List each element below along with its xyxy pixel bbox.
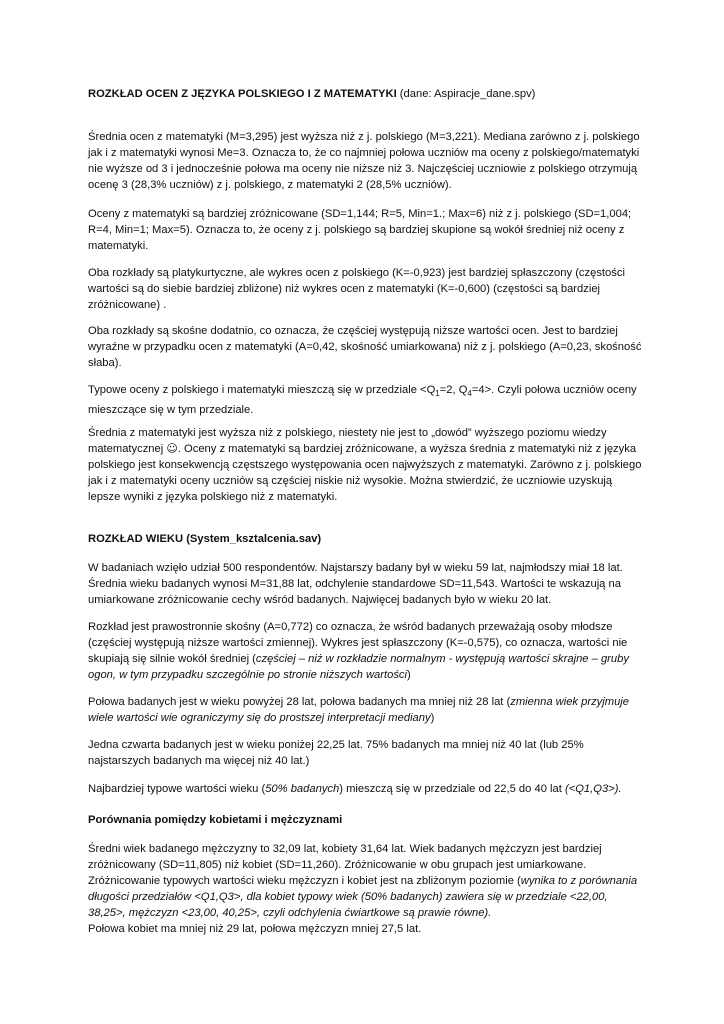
text-fragment: Najbardziej typowe wartości wieku ( bbox=[88, 783, 266, 795]
text-fragment: Połowa badanych jest w wieku powyżej 28 lat, połowa badanych ma mniej niż 28 lat ( bbox=[88, 696, 511, 708]
subscript: 1 bbox=[435, 389, 440, 399]
subscript: 4 bbox=[467, 389, 472, 399]
paragraph-age-skewness bbox=[88, 619, 644, 683]
text-fragment: =2, Q bbox=[439, 384, 468, 396]
italic-fragment: (<Q1,Q3>). bbox=[564, 783, 622, 795]
heading-note: (dane: Aspiracje_dane.spv) bbox=[396, 88, 536, 100]
paragraph-typical-age bbox=[88, 781, 644, 797]
paragraph-quartiles bbox=[88, 382, 644, 418]
text-fragment: =4>. Czyli połowa uczniów oceny mieszczące się w tym przedziale. bbox=[88, 384, 637, 417]
paragraph-kurtosis: Oba rozkłady są platykurtyczne, ale wykres ocen z polskiego (K=-0,923) jest bardziej spłaszczony (częstości wartości są do siebie bardziej zbliżone) niż wykres ocen z matematyki (K=-0,600) (częstości są bardziej zróżnicowane) . bbox=[88, 267, 625, 311]
italic-fragment: zmienna wiek przyjmuje wiele wartości wie ograniczymy się do prostszej interpretacji mediany bbox=[88, 696, 630, 724]
italic-fragment: wynika to z porównania długości przedziałów <Q1,Q3>, dla kobiet typowy wiek (50% badanych) zawiera się w przedziale <22,00, 38,25>, mężczyzn <23,00, 40,25>, czyli odchylenia ćwiartkowe są prawie równe). bbox=[88, 875, 638, 919]
text-fragment: Średnia z matematyki jest wyższa niż z polskiego, niestety nie jest to „dowód” wyższego poziomu wiedzy matematycznej bbox=[88, 427, 607, 455]
paragraph-gender bbox=[88, 841, 644, 937]
text-fragment: Rozkład jest prawostronnie skośny (A=0,772) co oznacza, że wśród badanych przeważają osoby młodsze (częściej występują niższe wartości zmiennej). Wykres jest spłaszczony (K=-0,575), co oznacza, wartości nie skupiają się silnie wokół średniej ( bbox=[88, 621, 628, 665]
paragraph-skewness: Oba rozkłady są skośne dodatnio, co oznacza, że częściej występują niższe wartości ocen. Jest to bardziej wyraźne w przypadku ocen z matematyki (A=0,42, skośność umiarkowana) niż z j. polskiego (A=0,23, skośność słaba). bbox=[88, 325, 642, 369]
text-fragment: . Oceny z matematyki są bardziej zróżnicowane, a wyższa średnia z matematyki niż z języka polskiego jest konsekwencją częstszego występowania ocen najwyższych z matematyki. Zarówno z j. polskiego jak i z matematyki oceny uczniów są częściej niskie niż wysokie. Można stwierdzić, że uczniowie uzyskują lepsze wyniki z języka polskiego niż z matematyki. bbox=[88, 443, 642, 503]
text-fragment: ) mieszczą się w przedziale od 22,5 do 40 lat bbox=[339, 783, 565, 795]
text-fragment: Typowe oceny z polskiego i matematyki mieszczą się w przedziale <Q bbox=[88, 384, 436, 396]
paragraph-conclusion bbox=[88, 425, 644, 505]
heading-text: ROZKŁAD OCEN Z JĘZYKA POLSKIEGO I Z MATEMATYKI bbox=[88, 88, 397, 100]
smiley-icon: ☺ bbox=[166, 442, 178, 455]
paragraph-median bbox=[88, 694, 644, 726]
italic-fragment: częściej – niż w rozkładzie normalnym - występują wartości skrajne – gruby ogon, w tym przypadku szczególnie po stronie niższych wartości bbox=[88, 653, 629, 681]
section-heading-grades bbox=[88, 86, 644, 102]
text-fragment: Połowa kobiet ma mniej niż 29 lat, połowa mężczyzn mniej 27,5 lat. bbox=[88, 923, 422, 935]
text-fragment: ) bbox=[407, 669, 411, 681]
paragraph-quartile-age: Jedna czwarta badanych jest w wieku poniżej 22,25 lat. 75% badanych ma mniej niż 40 lat (lub 25% najstarszych badanych ma więcej niż 40 lat.) bbox=[88, 739, 584, 767]
paragraph-respondents: W badaniach wzięło udział 500 respondentów. Najstarszy badany był w wieku 59 lat, najmłodszy miał 18 lat. Średnia wieku badanych wynosi M=31,88 lat, odchylenie standardowe SD=11,543. Wartości te wskazują na umiarkowane zróżnicowanie cechy wśród badanych. Najwięcej badanych było w wieku 20 lat. bbox=[88, 562, 623, 606]
text-fragment: Średni wiek badanego mężczyzny to 32,09 lat, kobiety 31,64 lat. Wiek badanych mężczyzn jest bardziej zróżnicowany (SD=11,805) niż kobiet (SD=11,260). Zróżnicowanie w obu grupach jest umiarkowane. Zróżnicowanie typowych wartości wieku mężczyzn i kobiet jest na zbliżonym poziomie ( bbox=[88, 843, 602, 887]
italic-fragment: 50% badanych bbox=[265, 783, 340, 795]
paragraph-means: Średnia ocen z matematyki (M=3,295) jest wyższa niż z j. polskiego (M=3,221). Mediana zarówno z j. polskiego jak i z matematyki wynosi Me=3. Oznacza to, że co najmniej połowa uczniów ma oceny z polskiego/matematyki nie wyższe od 3 i jednocześnie połowa ma oceny nie niższe niż 3. Najczęściej uczniowie z polskiego otrzymują ocenę 3 (28,3% uczniów) z j. polskiego, z matematyki 2 (28,5% uczniów). bbox=[88, 131, 640, 191]
section-heading-age: ROZKŁAD WIEKU (System_ksztalcenia.sav) bbox=[88, 533, 322, 545]
subheading-gender: Porównania pomiędzy kobietami i mężczyznami bbox=[88, 814, 343, 826]
paragraph-variation: Oceny z matematyki są bardziej zróżnicowane (SD=1,144; R=5, Min=1.; Max=6) niż z j. polskiego (SD=1,004; R=4, Min=1; Max=5). Oznacza to, że oceny z j. polskiego są bardziej skupione są wokół średniej niż oceny z matematyki. bbox=[88, 208, 632, 252]
text-fragment: ) bbox=[430, 712, 435, 724]
